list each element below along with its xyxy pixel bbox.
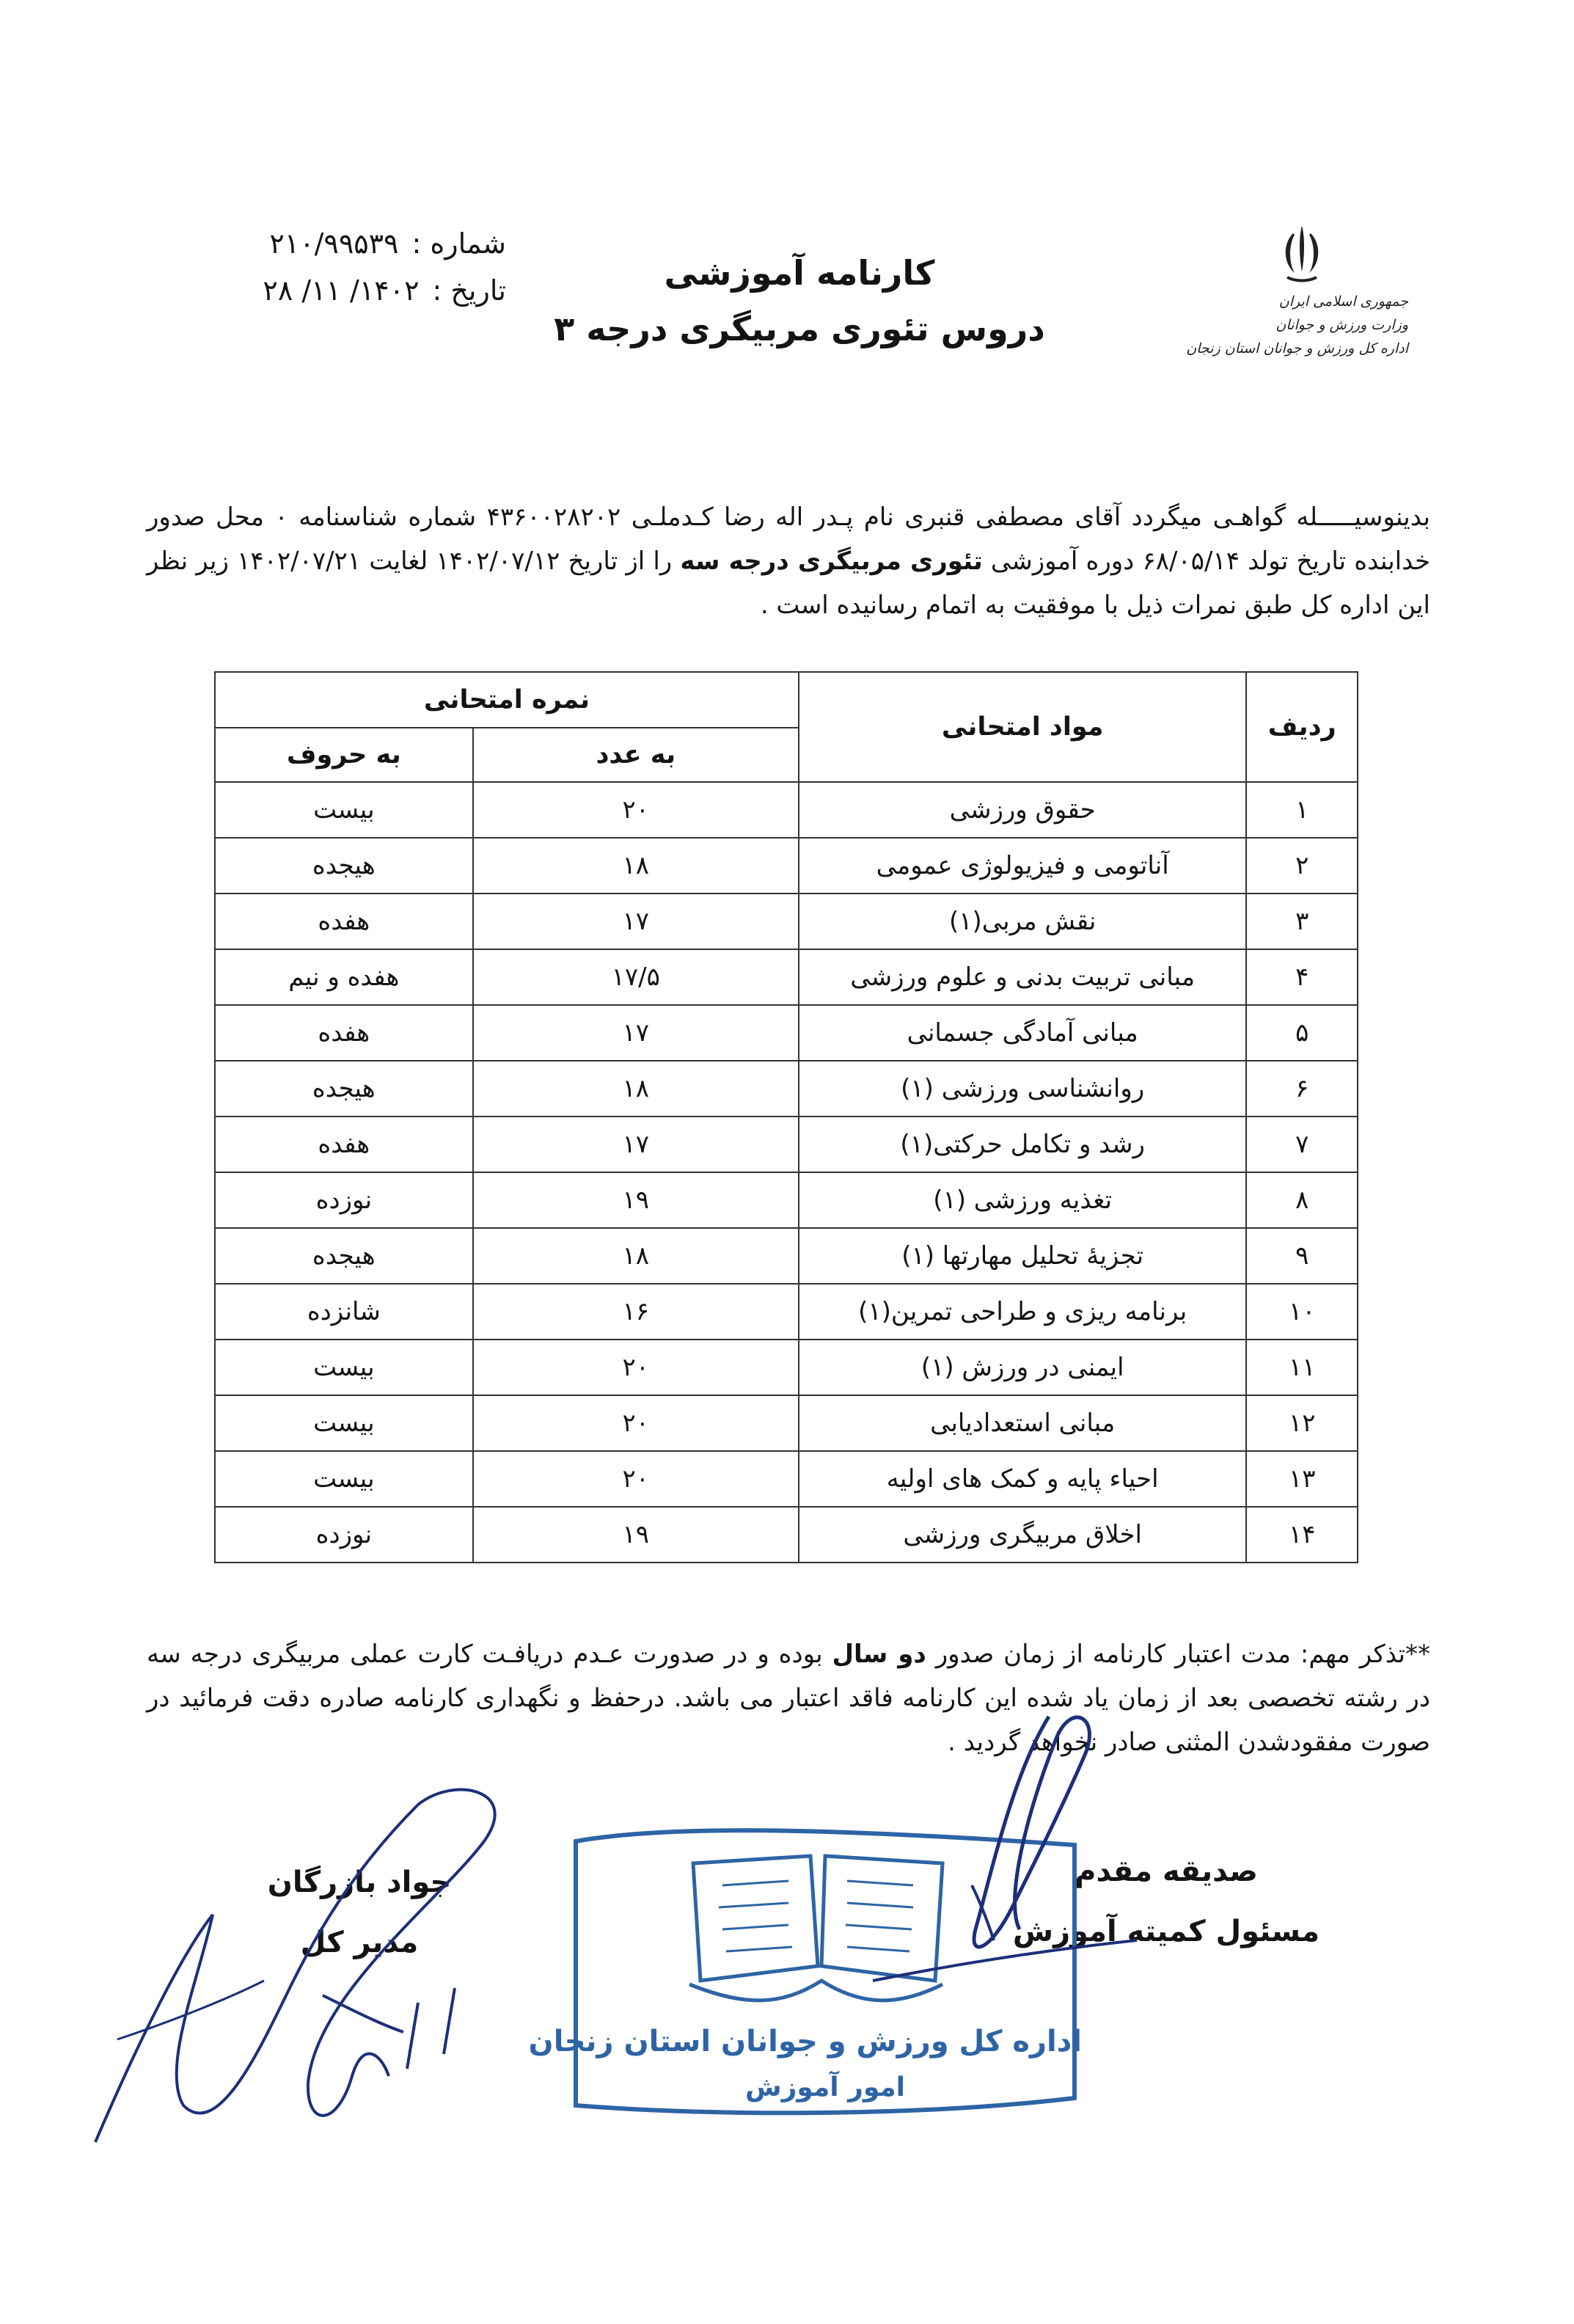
row-number-cell: ۱۴ [1246,1507,1358,1563]
row-number-cell: ۱۰ [1246,1284,1358,1340]
title-line-2: دروس تئوری مربیگری درجه ۳ [554,309,1045,348]
grade-words-cell: هفده [215,1005,473,1061]
header-row: ردیف [1246,672,1358,782]
grade-number-cell: ۱۹ [473,1507,799,1563]
note-bold: دو سال [832,1640,926,1669]
number-value: ۲۱۰/۹۹۵۳۹ [269,227,399,260]
grade-words-cell: بیست [215,782,473,838]
document-meta [198,227,506,321]
subject-cell: روانشناسی ورزشی (۱) [799,1061,1247,1117]
grade-number-cell: ۱۷ [473,1005,799,1061]
header-words: به حروف [215,728,473,782]
table-row [215,1061,1358,1117]
table-row [215,782,1358,838]
table-row [215,1005,1358,1061]
emblem [1186,220,1408,367]
subject-cell: حقوق ورزشی [799,782,1247,838]
grade-number-cell: ۲۰ [473,1340,799,1395]
row-number-cell: ۲ [1246,838,1358,894]
subject-cell: مبانی تربیت بدنی و علوم ورزشی [799,949,1247,1005]
grade-words-cell: نوزده [215,1172,473,1228]
subject-cell: اخلاق مربیگری ورزشی [799,1507,1247,1563]
grade-number-cell: ۱۷ [473,1117,799,1172]
row-number-cell: ۹ [1246,1228,1358,1284]
table-row [215,1117,1358,1172]
emblem-line-1: جمهوری اسلامی ایران [1278,293,1408,310]
grade-number-cell: ۲۰ [473,782,799,838]
grade-number-cell: ۱۶ [473,1284,799,1340]
table-row [215,1451,1358,1507]
grade-number-cell: ۱۷ [473,894,799,949]
grade-words-cell: بیست [215,1395,473,1451]
row-number-cell: ۳ [1246,894,1358,949]
subject-cell: آناتومی و فیزیولوژی عمومی [799,838,1247,894]
header-subject: مواد امتحانی [799,672,1247,782]
grade-number-cell: ۱۸ [473,838,799,894]
grade-words-cell: شانزده [215,1284,473,1340]
subject-cell: مبانی آمادگی جسمانی [799,1005,1247,1061]
note-part-2: بوده و در صدورت عـدم دریافـت کارت عملی مربیگری درجه سه در رشته تخصصی بعد از زمان یاد شده این کارنامه فاقد اعتبار می باشد. درحفظ و نگهداری کارنامه صادره دقت فرمائید در صورت مفقودشدن المثنی صادر نخواهد گردید . [147,1640,1430,1757]
subject-cell: تجزیهٔ تحلیل مهارتها (۱) [799,1228,1247,1284]
director-signature-icon [73,1761,587,2171]
subject-cell: رشد و تکامل حرکتی(۱) [799,1117,1247,1172]
grade-words-cell: هیجده [215,1061,473,1117]
table-row [215,1172,1358,1228]
row-number-cell: ۸ [1246,1172,1358,1228]
intro-part-2: را از تاریخ ۱۴۰۲/۰۷/۱۲ لغایت ۱۴۰۲/۰۷/۲۱ زیر نظر این اداره کل طبق نمرات ذیل با موفقیت به اتمام رسانیده است . [147,547,1430,620]
grade-number-cell: ۱۷/۵ [473,949,799,1005]
stamp-line-1: اداره کل ورزش و جوانان استان زنجان [528,2025,1082,2058]
director-title: مدیر کل [300,1926,419,1959]
row-number-cell: ۶ [1246,1061,1358,1117]
row-number-cell: ۷ [1246,1117,1358,1172]
education-name: صدیقه مقدم [1075,1855,1258,1888]
date-label: تاریخ : [432,274,506,307]
header-number: به عدد [473,728,799,782]
intro-course: تئوری مربیگری درجه سه [680,547,983,576]
subject-cell: احیاء پایه و کمک های اولیه [799,1451,1247,1507]
subject-cell: برنامه ریزی و طراحی تمرین(۱) [799,1284,1247,1340]
grade-words-cell: هفده [215,894,473,949]
row-number-cell: ۱ [1246,782,1358,838]
table-row [215,949,1358,1005]
note-part-1: **تذکر مهم: مدت اعتبار کارنامه از زمان صدور [935,1640,1430,1669]
stamp-line-2: امور آموزش [744,2072,906,2102]
grade-number-cell: ۱۸ [473,1061,799,1117]
intro-paragraph [147,495,1430,627]
table-row [215,1228,1358,1284]
education-signature-icon [843,1687,1166,2025]
subject-cell: تغذیه ورزشی (۱) [799,1172,1247,1228]
subject-cell: نقش مربی(۱) [799,894,1247,949]
date-value: ۱۴۰۲/ ۱۱/ ۲۸ [263,274,420,307]
grades-table [214,671,1358,1563]
grade-words-cell: بیست [215,1340,473,1395]
row-number-cell: ۵ [1246,1005,1358,1061]
grade-number-cell: ۲۰ [473,1451,799,1507]
education-title: مسئول کمیته آموزش [1012,1915,1320,1948]
grade-number-cell: ۲۰ [473,1395,799,1451]
grade-words-cell: هفده [215,1117,473,1172]
number-line [198,227,506,260]
grade-words-cell: نوزده [215,1507,473,1563]
row-number-cell: ۱۳ [1246,1451,1358,1507]
table-row [215,1507,1358,1563]
header-grade: نمره امتحانی [215,672,799,728]
document-title [513,253,1086,348]
grade-number-cell: ۱۸ [473,1228,799,1284]
director-name: جواد بازرگان [267,1866,452,1899]
grade-words-cell: هیجده [215,838,473,894]
table-row [215,894,1358,949]
row-number-cell: ۴ [1246,949,1358,1005]
intro-part-1: بدینوسیـــــله گواهـی میگردد آقای مصطفی قنبری نام پـدر اله رضا کـدملـی ۴۳۶۰۰۲۸۲۰۲ شماره شناسنامه ۰ محل صدور خدابنده تاریخ تولد ۶۸/۰۵/۱۴ دوره آموزشی [147,503,1431,576]
grade-number-cell: ۱۹ [473,1172,799,1228]
iran-emblem-icon [1273,220,1331,286]
date-line [198,274,506,307]
subject-cell: ایمنی در ورزش (۱) [799,1340,1247,1395]
table-row [215,1340,1358,1395]
important-note [147,1632,1430,1764]
emblem-line-3: اداره کل ورزش و جوانان استان زنجان [1186,340,1408,357]
row-number-cell: ۱۱ [1246,1340,1358,1395]
table-row [215,1284,1358,1340]
row-number-cell: ۱۲ [1246,1395,1358,1451]
table-row [215,1395,1358,1451]
grade-words-cell: بیست [215,1451,473,1507]
table-row [215,838,1358,894]
emblem-line-2: وزارت ورزش و جوانان [1275,317,1408,333]
grade-words-cell: هفده و نیم [215,949,473,1005]
grade-words-cell: هیجده [215,1228,473,1284]
title-line-1: کارنامه آموزشی [664,253,935,293]
grades-body [215,782,1358,1563]
number-label: شماره : [411,227,506,260]
subject-cell: مبانی استعدادیابی [799,1395,1247,1451]
